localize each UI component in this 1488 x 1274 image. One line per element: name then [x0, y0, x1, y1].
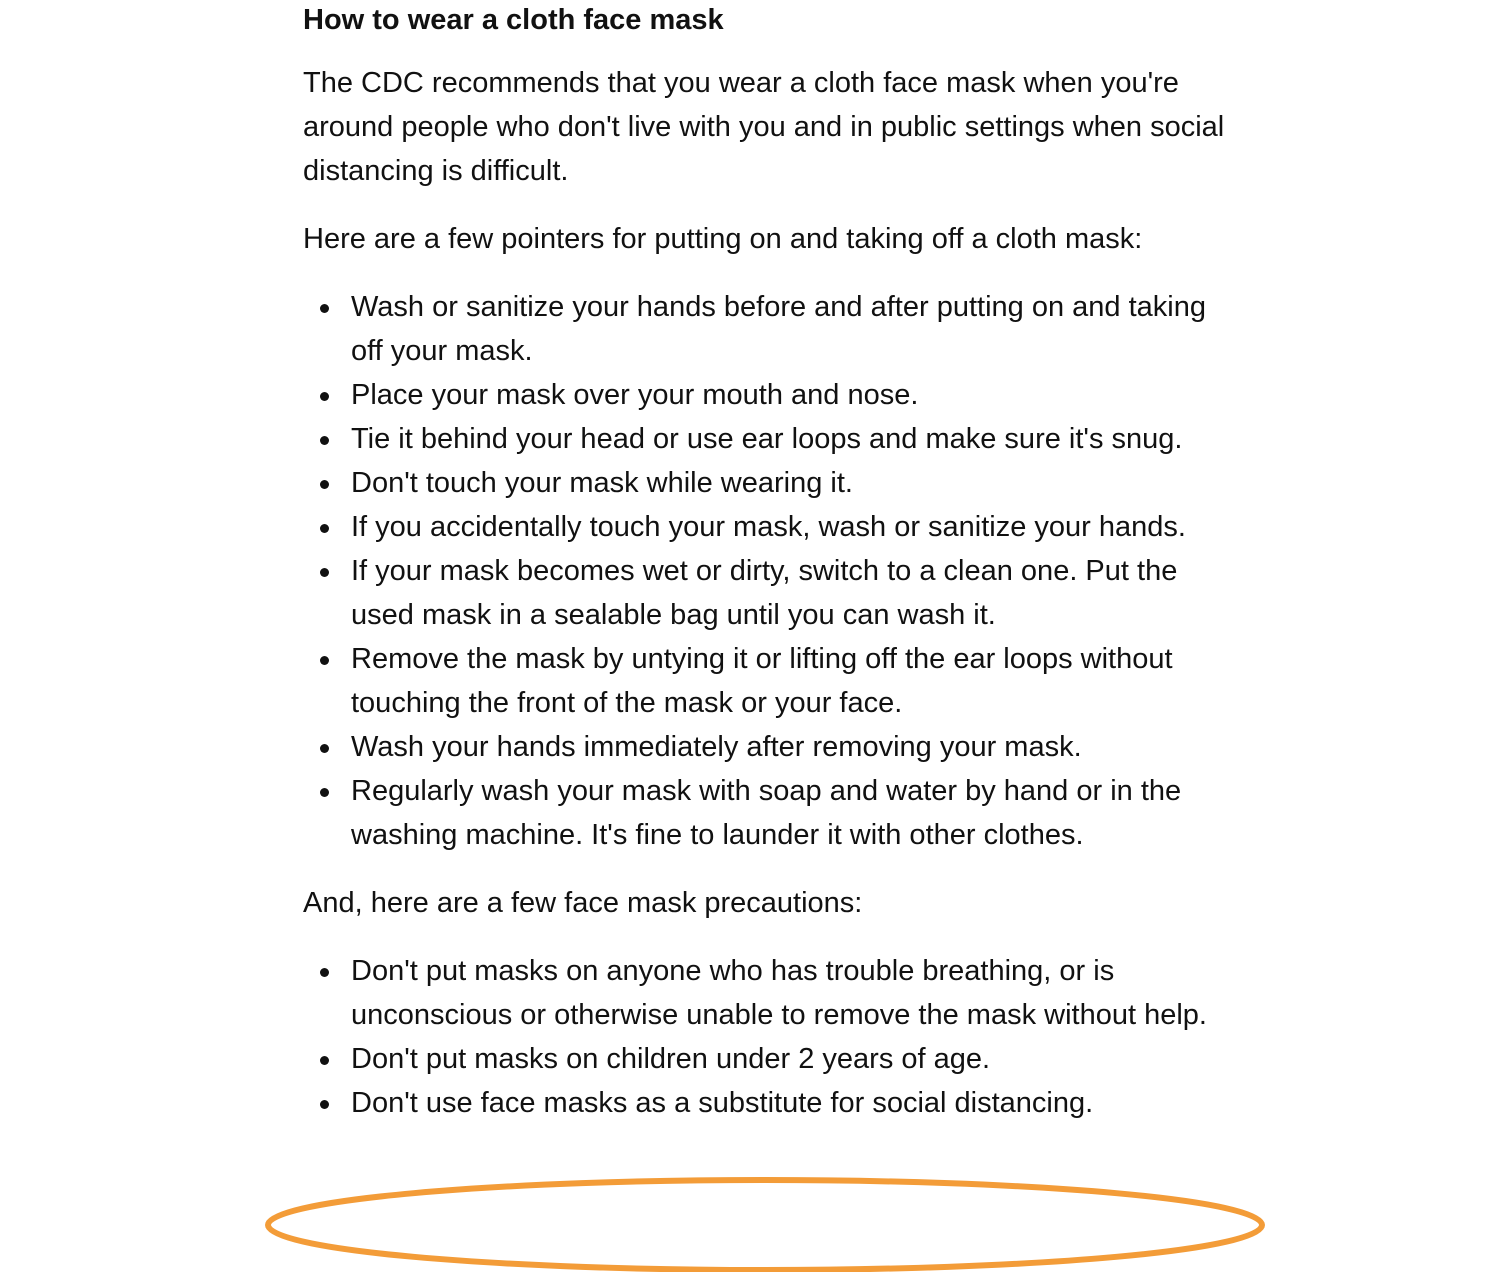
list-item-text: If you accidentally touch your mask, wash or sanitize your hands.	[351, 511, 1186, 543]
pointers-intro: Here are a few pointers for putting on and taking off a cloth mask:	[303, 223, 1143, 255]
article-heading: How to wear a cloth face mask	[303, 4, 724, 36]
bullet-icon	[320, 524, 329, 533]
bullet-icon	[320, 656, 329, 665]
bullet-icon	[320, 968, 329, 977]
bullet-icon	[320, 568, 329, 577]
list-item	[303, 1081, 1253, 1125]
bullet-icon	[320, 788, 329, 797]
bullet-icon	[320, 744, 329, 753]
list-item-text: Don't use face masks as a substitute for social distancing.	[351, 1087, 1094, 1119]
article	[303, 0, 1253, 1125]
list-item	[303, 417, 1253, 461]
list-item	[303, 549, 1253, 637]
list-item	[303, 949, 1253, 1037]
highlight-circle-annotation	[265, 1176, 1265, 1272]
bullet-icon	[320, 304, 329, 313]
list-item-text: Don't touch your mask while wearing it.	[351, 467, 853, 499]
bullet-icon	[320, 480, 329, 489]
list-item	[303, 285, 1253, 373]
precautions-intro: And, here are a few face mask precautions:	[303, 887, 863, 919]
list-item	[303, 725, 1253, 769]
precautions-list	[303, 949, 1253, 1125]
bullet-icon	[320, 392, 329, 401]
list-item	[303, 1037, 1253, 1081]
bullet-icon	[320, 436, 329, 445]
list-item	[303, 373, 1253, 417]
list-item-text: Wash or sanitize your hands before and after putting on and taking off your mask.	[351, 291, 1206, 367]
list-item-text: Place your mask over your mouth and nose.	[351, 379, 919, 411]
bullet-icon	[320, 1056, 329, 1065]
list-item	[303, 505, 1253, 549]
list-item-text: Wash your hands immediately after removing your mask.	[351, 731, 1082, 763]
bullet-icon	[320, 1100, 329, 1109]
list-item-text: Remove the mask by untying it or lifting off the ear loops without touching the front of the mask or your face.	[351, 643, 1173, 719]
list-item	[303, 461, 1253, 505]
list-item-text: If your mask becomes wet or dirty, switch to a clean one. Put the used mask in a sealable bag until you can wash it.	[351, 555, 1178, 631]
list-item-text: Don't put masks on anyone who has trouble breathing, or is unconscious or otherwise unable to remove the mask without help.	[351, 955, 1207, 1031]
list-item-text: Regularly wash your mask with soap and water by hand or in the washing machine. It's fine to launder it with other clothes.	[351, 775, 1182, 851]
list-item-text: Tie it behind your head or use ear loops and make sure it's snug.	[351, 423, 1183, 455]
list-item	[303, 637, 1253, 725]
list-item-text: Don't put masks on children under 2 years of age.	[351, 1043, 991, 1075]
pointers-list	[303, 285, 1253, 857]
intro-paragraph: The CDC recommends that you wear a cloth face mask when you're around people who don't live with you and in public settings when social distancing is difficult.	[303, 67, 1225, 187]
list-item	[303, 769, 1253, 857]
